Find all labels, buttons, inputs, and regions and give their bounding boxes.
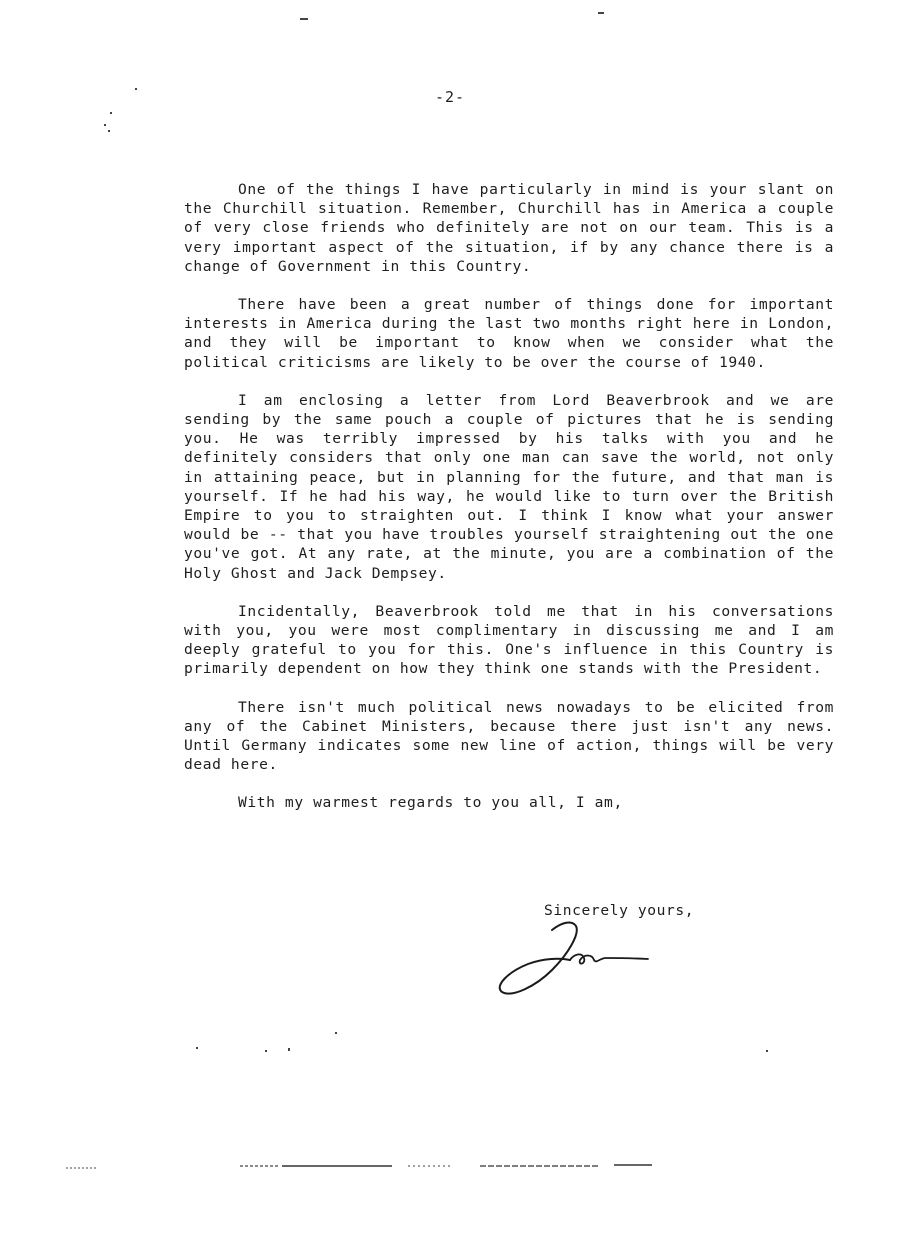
page-number: -2- [434,88,466,106]
closing-line: With my warmest regards to you all, I am, [238,794,623,812]
letter-body [184,180,834,813]
paragraph-london-interests: There have been a great number of things done for important interests in America during the last two months right here in London, and they will be important to know when we consider what the political criticisms are likely to be over the course of 1940. [184,296,834,371]
paragraph-political-news: There isn't much political news nowadays to be elicited from any of the Cabinet Ministers, because there just isn't any news. Until Germany indicates some new line of action, things will be very dead here. [184,698,834,774]
handwritten-signature [490,918,660,1003]
paragraph-beaverbrook-letter: I am enclosing a letter from Lord Beaverbrook and we are sending by the same pouch a couple of pictures that he is sending you. He was terribly impressed by his talks with you and he definitely considers that only one man can save the world, not only in attaining peace, but in planning for the future, and that man is yourself. If he had his way, he would like to turn over the British Empire to you to straighten out. I think I know what your answer would be -- that you have troubles yourself straightening out the one you've got. At any rate, at the minute, you are a combination of the Holy Ghost and Jack Dempsey. [184,391,834,582]
footer-rules [0,1158,900,1178]
signoff: Sincerely yours, [544,902,695,919]
paragraph-churchill: One of the things I have particularly in mind is your slant on the Churchill situation. Remember, Churchill has in America a couple of very close friends who definitely are not on our team. This is a very important aspect of the situation, if by any chance there is a change of Government in this Country. [184,181,834,275]
paragraph-influence: Incidentally, Beaverbrook told me that in his conversations with you, you were most complimentary in discussing me and I am deeply grateful to you for this. One's influence in this Country is primarily dependent on how they think one stands with the President. [184,602,834,678]
